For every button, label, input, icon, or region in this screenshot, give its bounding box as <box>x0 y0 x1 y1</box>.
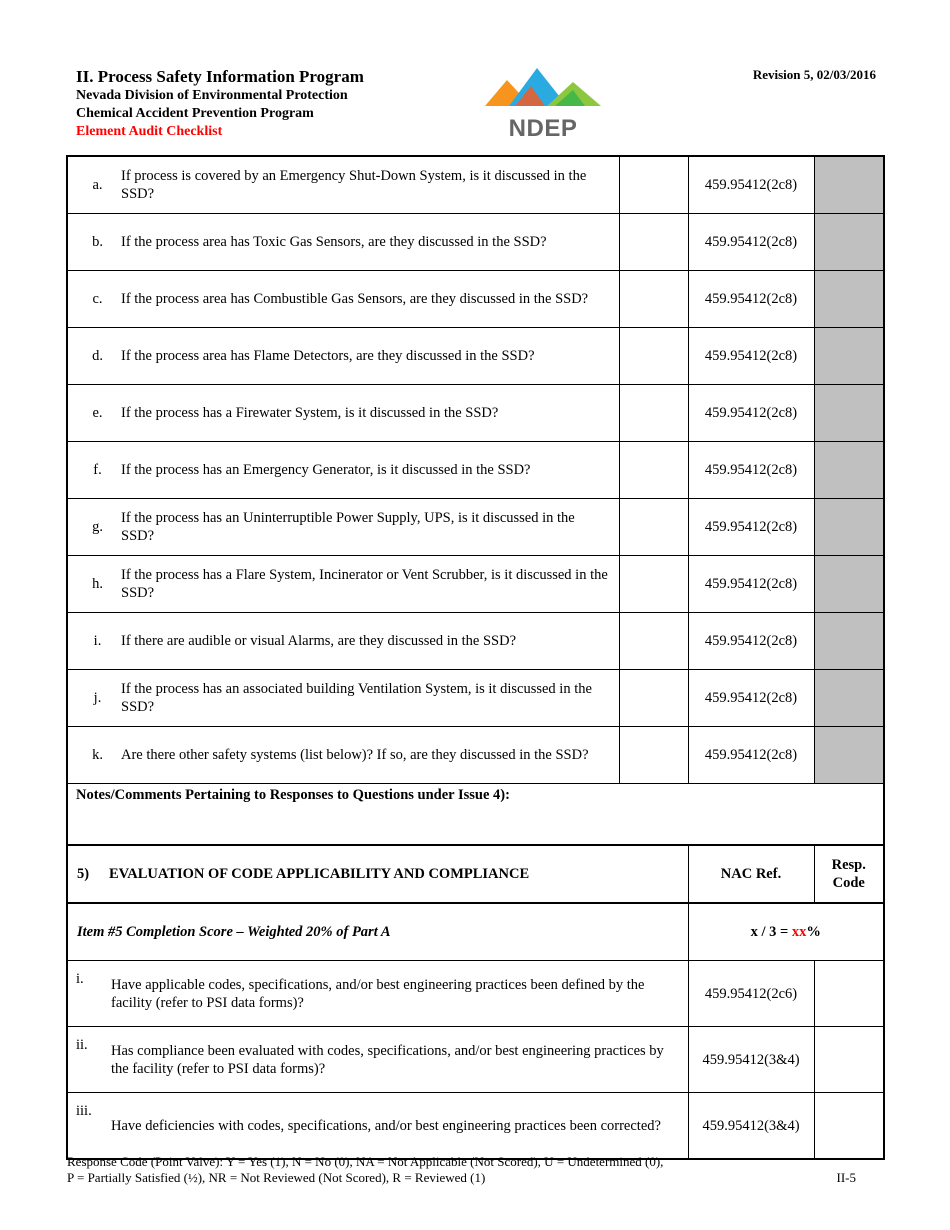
response-cell[interactable] <box>619 328 688 385</box>
question-text: If the process area has Toxic Gas Sensors, are they discussed in the SSD? <box>117 214 619 271</box>
page-number: II-5 <box>836 1170 856 1185</box>
question-row <box>67 271 884 328</box>
question-text: If the process has an Uninterruptible Power Supply, UPS, is it discussed in the SSD? <box>117 499 619 556</box>
notes-label: Notes/Comments Pertaining to Responses to Questions under Issue 4): <box>67 784 884 846</box>
question-letter: c. <box>67 271 117 328</box>
shaded-cell <box>814 271 884 328</box>
score-label: Item #5 Completion Score – Weighted 20% of Part A <box>67 903 688 961</box>
question-text: If the process has a Flare System, Incinerator or Vent Scrubber, is it discussed in the SSD? <box>117 556 619 613</box>
response-cell[interactable] <box>619 613 688 670</box>
nac-reference: 459.95412(2c8) <box>688 727 814 784</box>
nac-reference: 459.95412(2c6) <box>688 961 814 1027</box>
page-title: II. Process Safety Information Program <box>76 67 364 86</box>
question-text: If the process area has Combustible Gas Sensors, are they discussed in the SSD? <box>117 271 619 328</box>
item-text: Has compliance been evaluated with codes, specifications, and/or best engineering practices by the facility (refer to PSI data forms)? <box>109 1027 688 1093</box>
nac-reference: 459.95412(2c8) <box>688 499 814 556</box>
resp-code-cell[interactable] <box>814 1093 884 1160</box>
question-letter: g. <box>67 499 117 556</box>
question-row <box>67 156 884 214</box>
score-prefix: x / 3 = <box>750 924 792 940</box>
shaded-cell <box>814 214 884 271</box>
document-header <box>76 67 364 141</box>
question-text: If the process has an Emergency Generator, is it discussed in the SSD? <box>117 442 619 499</box>
response-cell[interactable] <box>619 499 688 556</box>
section-5-item-row <box>67 1027 884 1093</box>
item-text: Have deficiencies with codes, specifications, and/or best engineering practices been corrected? <box>109 1093 688 1160</box>
checklist-label: Element Audit Checklist <box>76 124 223 139</box>
revision-label: Revision 5, 02/03/2016 <box>752 67 876 82</box>
ndep-logo <box>485 66 601 142</box>
program-name: Chemical Accident Prevention Program <box>76 106 314 121</box>
response-cell[interactable] <box>619 271 688 328</box>
legend-line-2: P = Partially Satisfied (½), NR = Not Reviewed (Not Scored), R = Reviewed (1) <box>67 1170 486 1185</box>
legend-line-1: Response Code (Point Valve): Y = Yes (1), N = No (0), NA = Not Applicable (Not Scored), U = Undetermined (0), <box>67 1154 664 1169</box>
section-number: 5) <box>67 845 109 903</box>
question-row <box>67 385 884 442</box>
response-cell[interactable] <box>619 727 688 784</box>
nac-reference: 459.95412(3&4) <box>688 1093 814 1160</box>
question-letter: b. <box>67 214 117 271</box>
question-letter: f. <box>67 442 117 499</box>
shaded-cell <box>814 670 884 727</box>
score-placeholder: xx <box>791 924 807 940</box>
audit-checklist-table <box>66 155 885 1160</box>
question-row <box>67 613 884 670</box>
question-row <box>67 442 884 499</box>
question-row <box>67 499 884 556</box>
question-text: If the process area has Flame Detectors, are they discussed in the SSD? <box>117 328 619 385</box>
resp-code-cell[interactable] <box>814 1027 884 1093</box>
question-row <box>67 556 884 613</box>
shaded-cell <box>814 328 884 385</box>
nac-reference: 459.95412(2c8) <box>688 442 814 499</box>
question-letter: j. <box>67 670 117 727</box>
resp-header-line1: Resp. <box>831 857 866 873</box>
nac-reference: 459.95412(2c8) <box>688 271 814 328</box>
nac-reference: 459.95412(2c8) <box>688 156 814 214</box>
section-5-header <box>67 845 884 903</box>
question-letter: i. <box>67 613 117 670</box>
question-letter: d. <box>67 328 117 385</box>
item-number: i. <box>67 961 109 1027</box>
resp-header-line2: Code <box>832 875 865 891</box>
question-letter: k. <box>67 727 117 784</box>
nac-reference: 459.95412(2c8) <box>688 214 814 271</box>
question-letter: a. <box>67 156 117 214</box>
mountain-logo-icon <box>485 66 601 118</box>
section-5-rows <box>67 961 884 1160</box>
nac-reference: 459.95412(2c8) <box>688 613 814 670</box>
response-cell[interactable] <box>619 156 688 214</box>
section-5-item-row <box>67 961 884 1027</box>
shaded-cell <box>814 385 884 442</box>
notes-row <box>67 784 884 846</box>
question-text: If the process has an associated building Ventilation System, is it discussed in the SSD? <box>117 670 619 727</box>
nac-reference: 459.95412(2c8) <box>688 328 814 385</box>
question-row <box>67 727 884 784</box>
agency-name: Nevada Division of Environmental Protection <box>76 88 348 103</box>
score-suffix: % <box>806 924 821 940</box>
question-row <box>67 214 884 271</box>
nac-reference: 459.95412(2c8) <box>688 385 814 442</box>
logo-text: NDEP <box>508 115 578 142</box>
shaded-cell <box>814 156 884 214</box>
response-cell[interactable] <box>619 556 688 613</box>
shaded-cell <box>814 499 884 556</box>
nac-reference: 459.95412(2c8) <box>688 670 814 727</box>
response-cell[interactable] <box>619 385 688 442</box>
score-value <box>688 903 884 961</box>
question-text: If process is covered by an Emergency Shut-Down System, is it discussed in the SSD? <box>117 156 619 214</box>
section-title: EVALUATION OF CODE APPLICABILITY AND COMPLIANCE <box>109 845 688 903</box>
resp-code-header <box>814 845 884 903</box>
shaded-cell <box>814 442 884 499</box>
response-cell[interactable] <box>619 670 688 727</box>
nac-ref-header: NAC Ref. <box>688 845 814 903</box>
section-5-item-row <box>67 1093 884 1160</box>
response-cell[interactable] <box>619 214 688 271</box>
item-number: iii. <box>67 1093 109 1160</box>
question-row <box>67 328 884 385</box>
nac-reference: 459.95412(2c8) <box>688 556 814 613</box>
question-text: If the process has a Firewater System, is it discussed in the SSD? <box>117 385 619 442</box>
question-row <box>67 670 884 727</box>
question-text: If there are audible or visual Alarms, are they discussed in the SSD? <box>117 613 619 670</box>
question-text: Are there other safety systems (list below)? If so, are they discussed in the SSD? <box>117 727 619 784</box>
shaded-cell <box>814 727 884 784</box>
item-text: Have applicable codes, specifications, and/or best engineering practices been defined by the facility (refer to PSI data forms)? <box>109 961 688 1027</box>
nac-reference: 459.95412(3&4) <box>688 1027 814 1093</box>
question-letter: h. <box>67 556 117 613</box>
item-number: ii. <box>67 1027 109 1093</box>
response-cell[interactable] <box>619 442 688 499</box>
shaded-cell <box>814 613 884 670</box>
response-code-legend <box>67 1154 663 1186</box>
question-rows <box>67 156 884 784</box>
resp-code-cell[interactable] <box>814 961 884 1027</box>
question-letter: e. <box>67 385 117 442</box>
shaded-cell <box>814 556 884 613</box>
score-row <box>67 903 884 961</box>
